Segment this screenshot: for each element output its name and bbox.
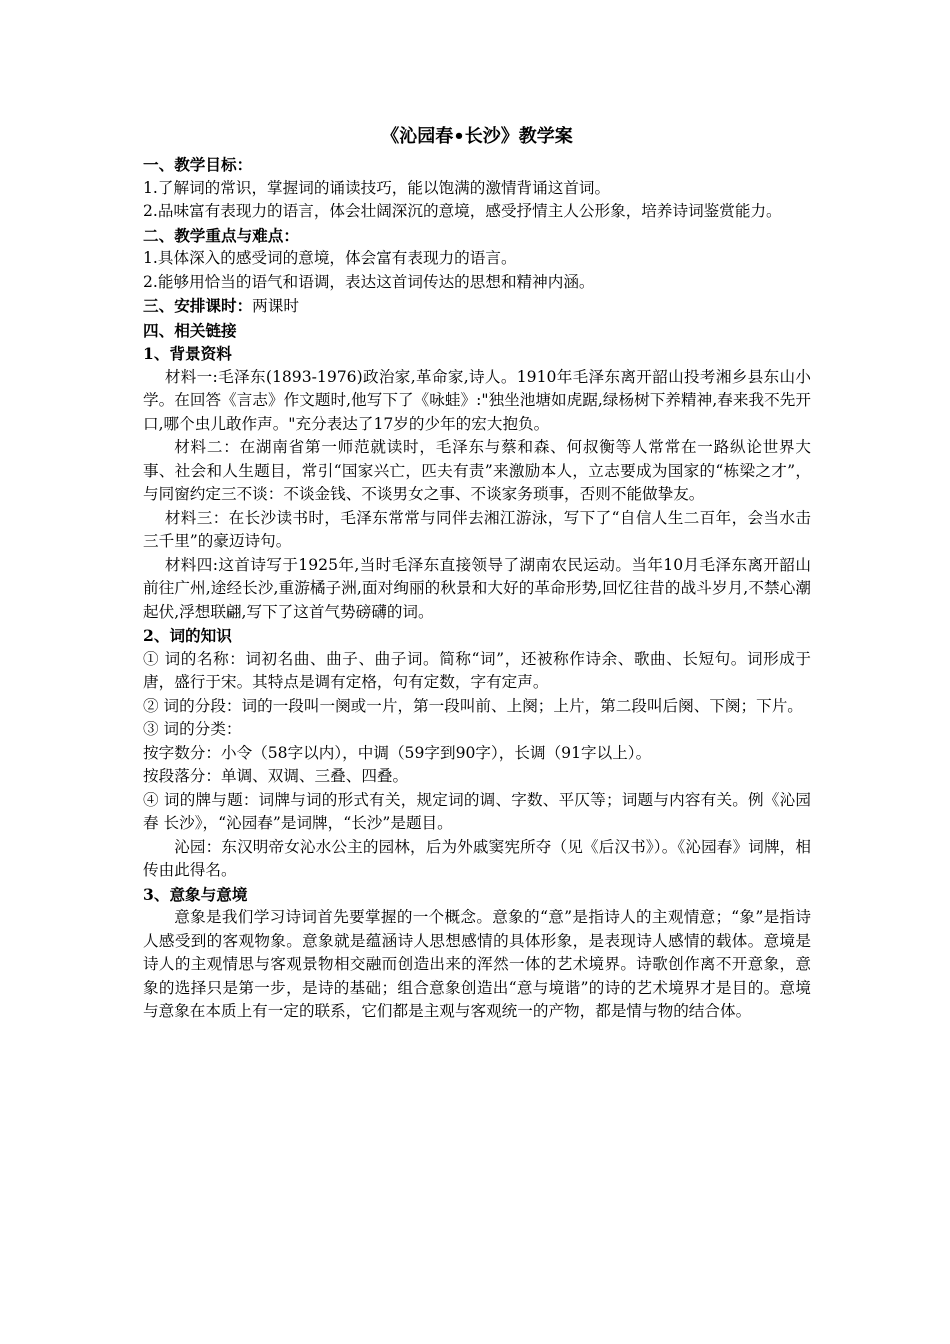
- section-heading-links: 四、相关链接: [143, 320, 237, 340]
- material-1: 材料一:毛泽东(1893-1976)政治家,革命家,诗人。1910年毛泽东离开韶山投考湘乡县东山小学。在回答《言志》作文题时,他写下了《咏蛙》:"独坐池塘如虎踞,绿杨树下养精神,春来我不先开口,哪个虫儿敢作声。"充分表达了17岁的少年的宏大抱负。: [143, 367, 811, 433]
- ci-qinyuan: 沁园：东汉明帝女沁水公主的园林，后为外戚窦宪所夺（见《后汉书》）。《沁园春》词牌，相传由此得名。: [143, 837, 811, 879]
- schedule-value: 两课时: [252, 297, 299, 315]
- section-heading-schedule: 三、安排课时：: [143, 296, 253, 315]
- ci-types-by-section: 按段落分：单调、双调、三叠、四叠。: [143, 767, 409, 785]
- goal-item-2: 2.品味富有表现力的语言，体会壮阔深沉的意境，感受抒情主人公形象，培养诗词鉴赏能力。: [143, 202, 782, 220]
- section-heading-goals: 一、教学目标：: [143, 155, 253, 174]
- document-page: [143, 123, 811, 1024]
- ci-types: ③ 词的分类：: [143, 720, 242, 738]
- section-heading-keypoints: 二、教学重点与难点：: [143, 225, 299, 245]
- document-title: 《沁园春•长沙》教学案: [381, 126, 573, 147]
- goal-item-1: 1.了解词的常识，掌握词的诵读技巧，能以饱满的激情背诵这首词。: [143, 178, 611, 197]
- material-4: 材料四:这首诗写于1925年,当时毛泽东直接领导了湖南农民运动。当年10月毛泽东离开韶山前往广州,途经长沙,重游橘子洲,面对绚丽的秋景和大好的革命形势,回忆往昔的战斗岁月,不禁心潮起伏,浮想联翩,写下了这首气势磅礴的词。: [143, 555, 811, 621]
- material-3: 材料三：在长沙读书时，毛泽东常常与同伴去湘江游泳，写下了“自信人生二百年，会当水击三千里”的豪迈诗句。: [143, 508, 811, 550]
- ci-name: ① 词的名称：词初名曲、曲子、曲子词。简称“词”，还被称作诗余、歌曲、长短句。词形成于唐，盛行于宋。其特点是调有定格，句有定数，字有定声。: [143, 649, 811, 691]
- ci-tune-title: ④ 词的牌与题：词牌与词的形式有关，规定词的调、字数、平仄等；词题与内容有关。例《沁园春 长沙》，“沁园春”是词牌，“长沙”是题目。: [143, 790, 811, 832]
- ci-types-by-count: 按字数分：小令（58字以内），中调（59字到90字），长调（91字以上）。: [143, 743, 652, 762]
- material-2: 材料二：在湖南省第一师范就读时，毛泽东与蔡和森、何叔衡等人常常在一路纵论世界大事、社会和人生题目，常引“国家兴亡，匹夫有责”来激励本人，立志要成为国家的“栋梁之才”，与同窗约定三不谈：不谈金钱、不谈男女之事、不谈家务琐事，否则不能做挚友。: [143, 438, 811, 503]
- subheading-imagery: 3、意象与意境: [143, 884, 248, 904]
- keypoint-item-2: 2.能够用恰当的语气和语调，表达这首词传达的思想和精神内涵。: [143, 272, 595, 291]
- subheading-background: 1、背景资料: [143, 344, 232, 363]
- keypoint-item-1: 1.具体深入的感受词的意境，体会富有表现力的语言。: [143, 249, 517, 267]
- ci-sections: ② 词的分段：词的一段叫一阕或一片，第一段叫前、上阕；上片，第二段叫后阕、下阕；下片。: [143, 696, 803, 715]
- subheading-ci-knowledge: 2、词的知识: [143, 626, 232, 645]
- imagery-paragraph: 意象是我们学习诗词首先要掌握的一个概念。意象的“意”是指诗人的主观情意；“象”是指诗人感受到的客观物象。意象就是蕴涵诗人思想感情的具体形象，是表现诗人感情的载体。意境是诗人的主观情思与客观景物相交融而创造出来的浑然一体的艺术境界。诗歌创作离不开意象，意象的选择只是第一步，是诗的基础；组合意象创造出“意与境谐”的诗的艺术境界才是目的。意境与意象在本质上有一定的联系，它们都是主观与客观统一的产物，都是情与物的结合体。: [143, 908, 811, 1020]
- section-schedule: [143, 294, 811, 319]
